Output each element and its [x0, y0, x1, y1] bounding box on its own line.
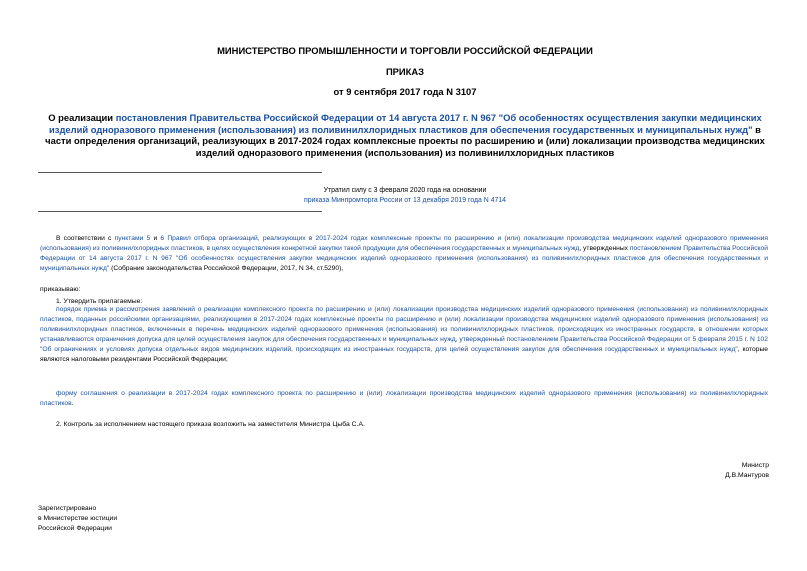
- item-1b-tail: .: [71, 400, 74, 408]
- item-1a-tail: , которые являются налоговыми резидентами Российской Федерации;: [40, 346, 768, 364]
- order-word: приказываю:: [40, 286, 81, 293]
- doc-title: [40, 112, 770, 158]
- item-2: 2. Контроль за исполнением настоящего приказа возложить на заместителя Министра Цыба С.А.: [56, 421, 365, 428]
- separator-top: [38, 172, 322, 173]
- status-link-line: [40, 195, 770, 206]
- preamble-text-4: (Собрание законодательства Российской Федерации, 2017, N 34, ст.5290),: [109, 265, 344, 273]
- signature-position: Министр: [741, 462, 769, 469]
- repeal-order-link[interactable]: приказа Минпромторга России от 13 декабря 2019 года N 4714: [303, 197, 507, 204]
- registration-line-1: Зарегистрировано: [38, 505, 97, 512]
- rules-point5-link[interactable]: пунктами 5: [114, 235, 151, 242]
- registration-line-3: Российской Федерации: [38, 525, 112, 532]
- doc-type-heading: ПРИКАЗ: [385, 66, 425, 77]
- preamble-text-1: В соответствии с: [56, 235, 115, 242]
- item-1: 1. Утвердить прилагаемые:: [56, 298, 143, 305]
- signature-name: Д.В.Мантуров: [725, 472, 769, 479]
- procedure-link[interactable]: порядок приема и рассмотрения заявлений о реализации комплексного проекта по расширению и (или) локализации производства медицинских изделий одноразового применения (использования) из поливинилхлоридных пластиков, поданных российскими организациями, реализующими в 2017-2024 годах комплексные проекты по расширению и (или) локализации производства медицинских изделий одноразового применения (использования) из поливинилхлоридных пластиков, включенных в перечень медицинских изделий одноразового применения (использования) из поливинилхлоридных пластиков, происходящих из иностранных государств, в отношении которых устанавливаются ограничения допуска для целей осуществления закупок для обеспечения государственных и муниципальных нужд, утвержденный постановлением Правительства Российской Федерации от 5 февраля 2015 г. N 102 "Об ограничениях и условиях допуска отдельных видов медицинских изделий, происходящих из иностранных государств, для целей осуществления закупок для обеспечения государственных и муниципальных нужд": [40, 306, 768, 354]
- title-suffix: в части определения организаций, реализующих в 2017-2024 годах комплексные проекты по расширению и (или) локализации производства медицинских изделий одноразового применения (использования) из поливинилхлоридных пластиков: [45, 123, 765, 158]
- preamble-text-2: и: [150, 235, 161, 242]
- resolution-967-link[interactable]: постановлением Правительства Российской Федерации от 14 августа 2017 г. N 967 "Об особенностях осуществления закупки медицинских изделий одноразового применения (использования) из поливинилхлоридных пластиков для обеспечения государственных и муниципальных нужд": [40, 245, 769, 273]
- doc-date: от 9 сентября 2017 года N 3107: [333, 86, 477, 97]
- registration-line-2: в Министерстве юстиции: [38, 515, 118, 522]
- status-line: Утратил силу с 3 февраля 2020 года на основании: [323, 187, 487, 194]
- item-1a-paragraph: [40, 305, 768, 366]
- preamble-paragraph: [40, 234, 768, 274]
- separator-bottom: [38, 211, 322, 212]
- title-prefix: О реализации: [48, 112, 116, 123]
- ministry-heading: МИНИСТЕРСТВО ПРОМЫШЛЕННОСТИ И ТОРГОВЛИ РОССИЙСКОЙ ФЕДЕРАЦИИ: [217, 45, 593, 56]
- item-1b-paragraph: [40, 389, 768, 409]
- rules-point6-link[interactable]: 6 Правил отбора организаций, реализующих в 2017-2024 годах комплексные проекты по расширению и (или) локализации производства медицинских изделий одноразового применения (использования) из поливинилхлоридных пластиков, в целях осуществления конкретной закупки такой продукции для обеспечения государственных и муниципальных нужд: [40, 235, 769, 253]
- agreement-form-link[interactable]: форму соглашения о реализации в 2017-2024 годах комплексного проекта по расширению и (или) локализации производства медицинских изделий одноразового применения (использования) из поливинилхлоридных пластиков: [40, 390, 768, 408]
- preamble-text-3: , утвержденных: [579, 245, 630, 253]
- title-resolution-link[interactable]: постановления Правительства Российской Федерации от 14 августа 2017 г. N 967 "Об особенностях осуществления закупки медицинских изделий одноразового применения (использования) из поливинилхлоридных пластиков для обеспечения государственных и муниципальных нужд": [49, 112, 762, 135]
